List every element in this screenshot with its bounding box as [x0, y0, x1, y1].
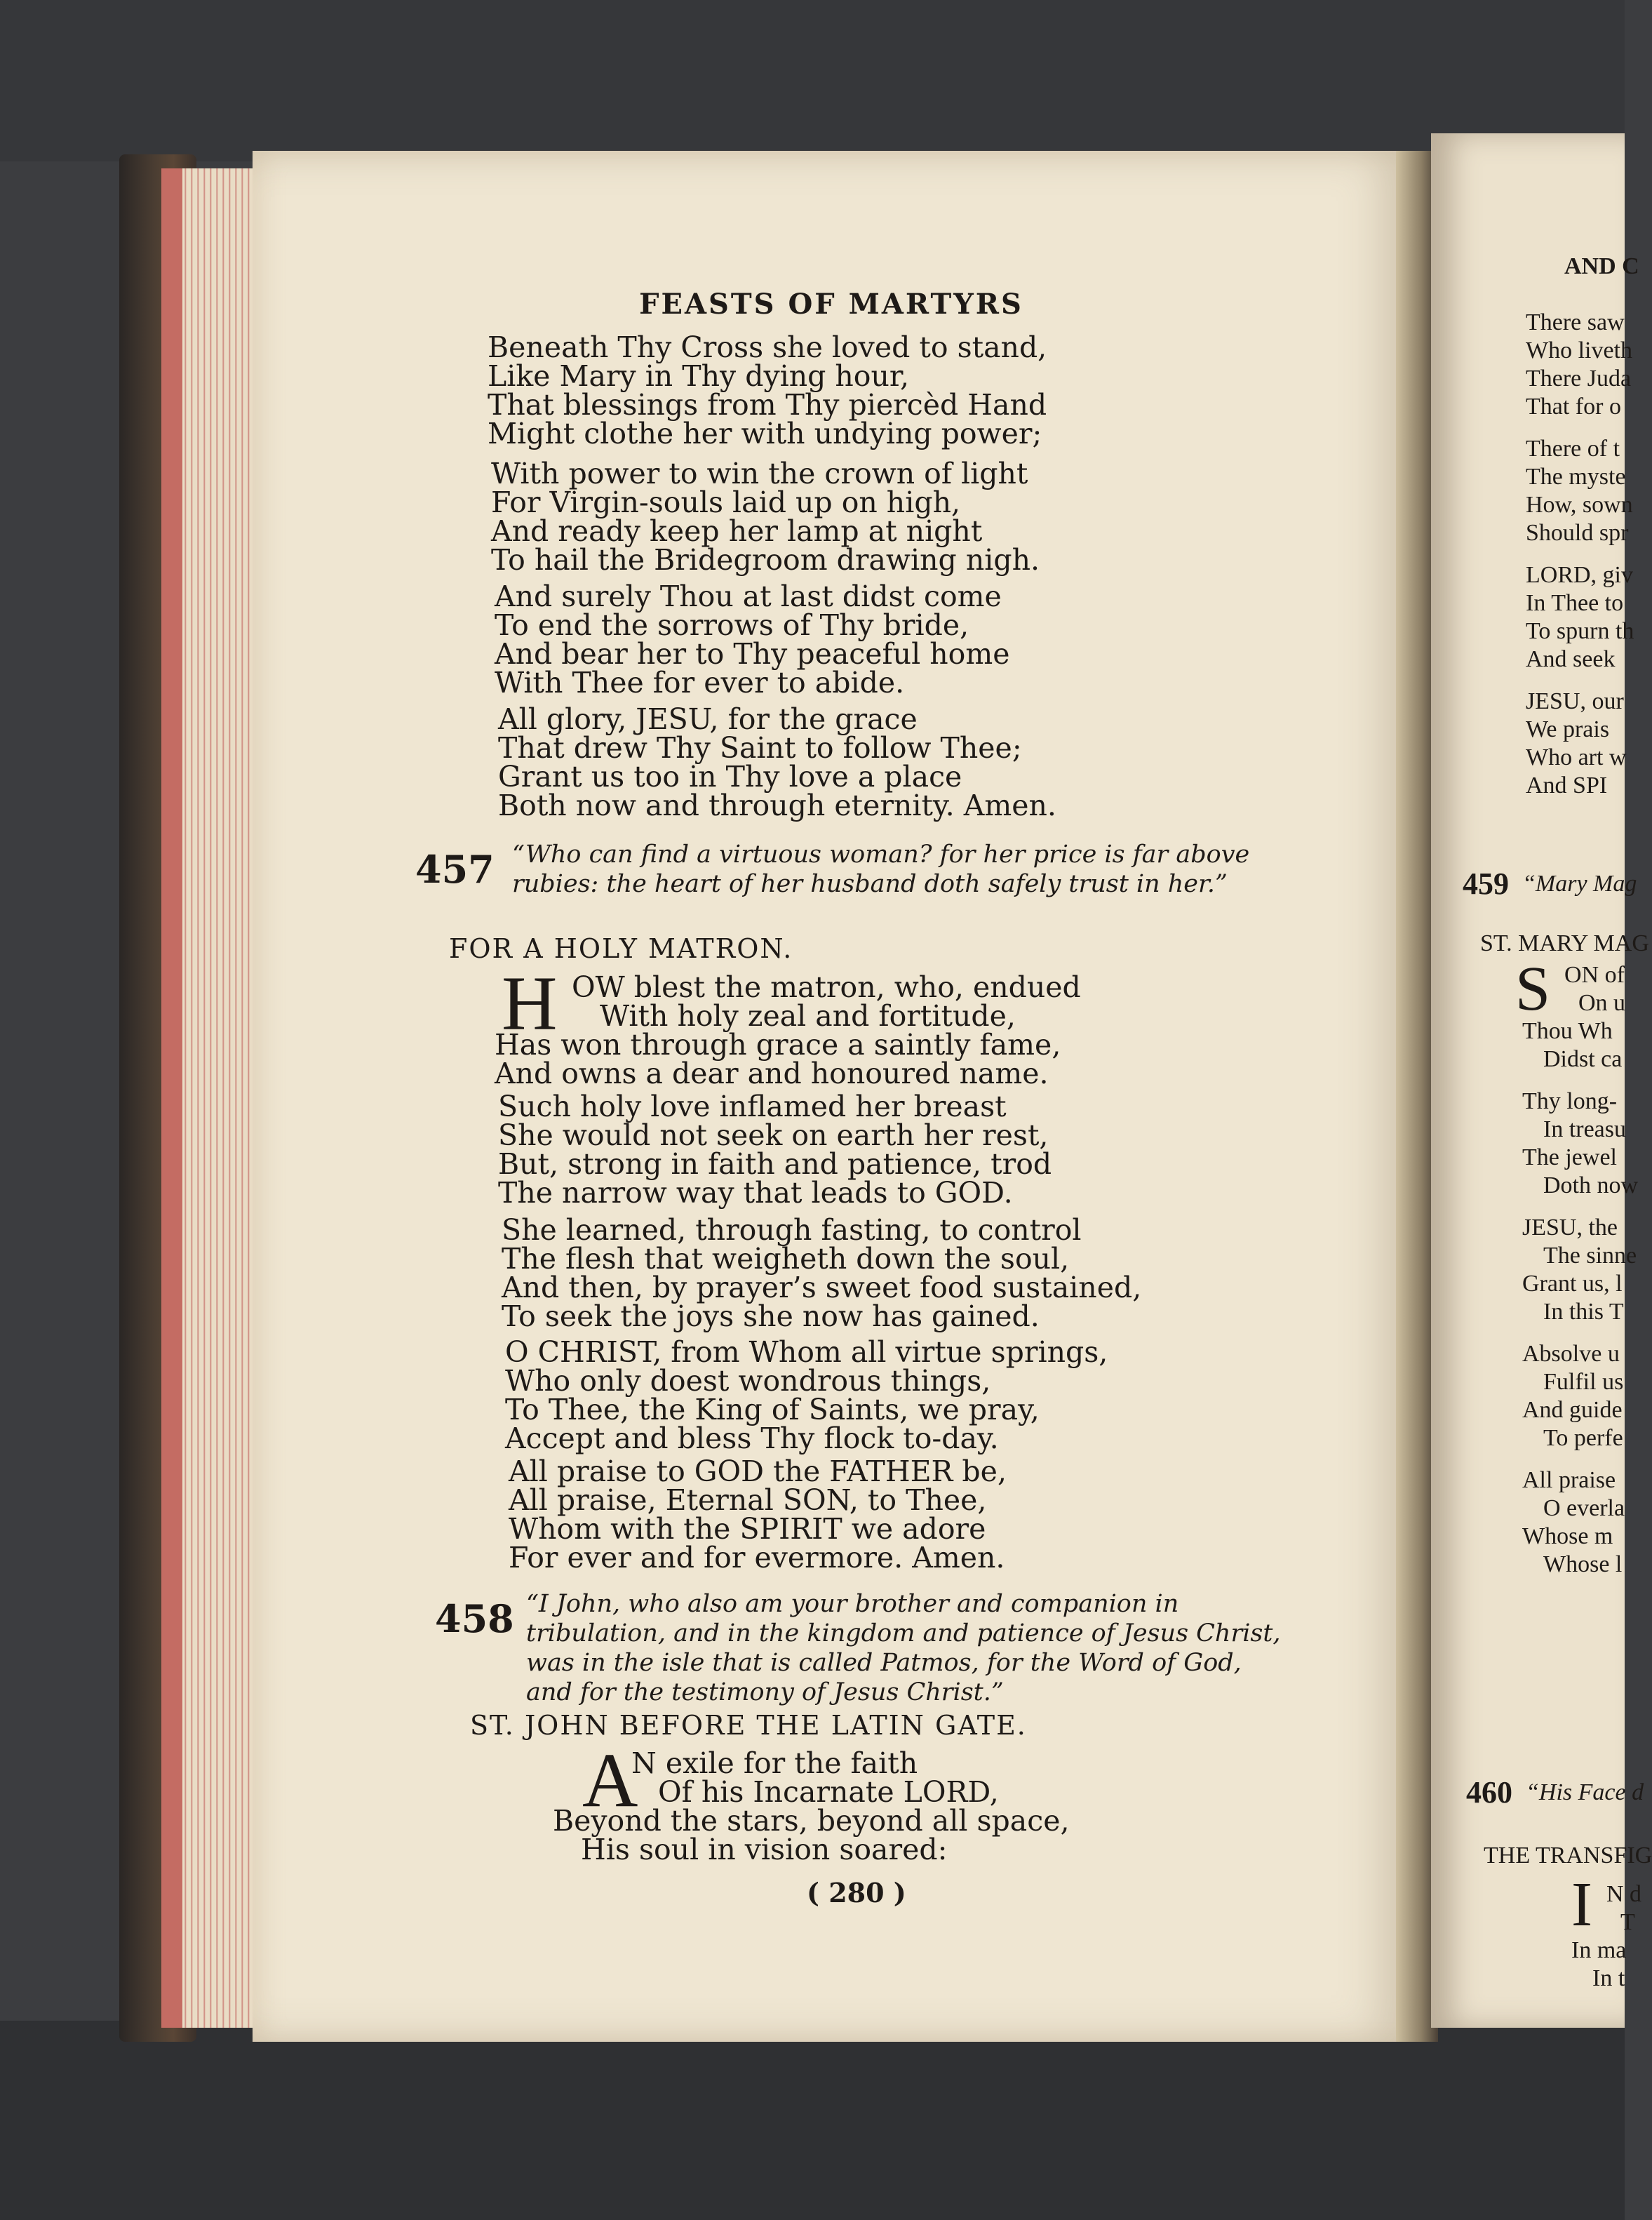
verse-line: The narrow way that leads to GOD.	[498, 1176, 1013, 1210]
verse-line: She learned, through fasting, to control	[502, 1213, 1082, 1247]
verse-line: To spurn th	[1526, 618, 1634, 644]
verse-line: With Thee for ever to abide.	[495, 666, 905, 700]
hymn-number: 459	[1463, 867, 1509, 901]
verse-line: And SPI	[1526, 773, 1608, 798]
verse-line: To Thee, the King of Saints, we pray,	[505, 1393, 1040, 1426]
verse-line: Accept and bless Thy flock to-day.	[505, 1422, 999, 1455]
hymn-number: 458	[435, 1596, 514, 1641]
verse-line: Whom with the SPIRIT we adore	[509, 1512, 986, 1546]
verse-line: But, strong in faith and patience, trod	[498, 1147, 1052, 1181]
verse-line: Who art w	[1526, 744, 1627, 770]
verse-line: How, sown	[1526, 492, 1633, 518]
verse-line: T	[1620, 1909, 1635, 1935]
verse-line: And guide	[1522, 1397, 1623, 1423]
verse-line: We prais	[1526, 716, 1610, 742]
verse-line: Absolve u	[1522, 1341, 1620, 1367]
hymn-number: 460	[1466, 1775, 1512, 1810]
verse-line: The flesh that weigheth down the soul,	[502, 1242, 1070, 1276]
verse-line: LORD, giv	[1526, 562, 1633, 588]
verse-line: And ready keep her lamp at night	[491, 514, 983, 548]
verse-line: In this T	[1543, 1299, 1624, 1325]
running-head: AND C	[1564, 253, 1639, 279]
verse-line: In treasu	[1543, 1116, 1627, 1142]
stanza	[505, 1335, 1108, 1455]
verse-line: With power to win the crown of light	[491, 457, 1028, 490]
verse-line: And owns a dear and honoured name.	[495, 1057, 1049, 1090]
background-top	[0, 0, 1625, 161]
verse-line: That drew Thy Saint to follow Thee;	[498, 731, 1022, 765]
verse-line: N exile for the faith	[631, 1746, 918, 1780]
verse-line: Beyond the stars, beyond all space,	[553, 1804, 1070, 1838]
verse-line: In ma	[1571, 1937, 1627, 1963]
verse-line: All glory, JESU, for the grace	[498, 702, 918, 736]
stanza	[498, 702, 1056, 822]
verse-line: And surely Thou at last didst come	[495, 580, 1002, 613]
verse-line: And bear her to Thy peaceful home	[495, 637, 1010, 671]
verse-line: Who only doest wondrous things,	[505, 1364, 991, 1398]
verse-line: Like Mary in Thy dying hour,	[488, 359, 910, 393]
verse-line: JESU, our	[1526, 688, 1624, 714]
verse-line: On u	[1578, 990, 1626, 1016]
verse-line: Thou Wh	[1522, 1018, 1613, 1044]
verse-line: O CHRIST, from Whom all virtue springs,	[505, 1335, 1108, 1369]
verse-line: Whose l	[1543, 1551, 1623, 1577]
verse-line: Both now and through eternity. Amen.	[498, 789, 1056, 822]
verse-line: And seek	[1526, 646, 1616, 672]
drop-cap: S	[1515, 954, 1551, 1024]
hymn-title: FOR A HOLY MATRON.	[449, 933, 793, 964]
verse-line: To hail the Bridegroom drawing nigh.	[491, 543, 1040, 577]
verse-line: Such holy love inflamed her breast	[498, 1090, 1007, 1123]
stanza	[1522, 961, 1638, 1579]
verse-line: There Juda	[1526, 366, 1632, 392]
verse-line: O everla	[1543, 1495, 1625, 1521]
verse-line: Thy long-	[1522, 1088, 1618, 1114]
stanza	[495, 970, 1081, 1090]
stanza	[1526, 309, 1634, 800]
verse-line: There of t	[1526, 436, 1620, 462]
verse-line: N d	[1606, 1881, 1642, 1907]
hymn-number: 457	[415, 847, 495, 892]
stanza	[498, 1092, 1052, 1208]
verse-line: Who liveth	[1526, 337, 1633, 363]
verse-line: In Thee to	[1526, 590, 1624, 616]
verse-line: The myste	[1526, 464, 1626, 490]
verse-line: Should spr	[1526, 520, 1629, 546]
verse-line: Grant us too in Thy love a place	[498, 760, 962, 794]
verse-line: In t	[1592, 1965, 1625, 1991]
verse-line: Of his Incarnate LORD,	[658, 1775, 999, 1809]
hymn-epigraph: “I John, who also am your brother and companion in tribulation, and in the kingdom and patience of Jesus Christ, was in the isle that is called Patmos, for the Word of God, and for the testimony of Jesus Christ.”	[526, 1590, 1281, 1706]
drop-cap: I	[1571, 1870, 1592, 1939]
hymn-epigraph: “His Face d	[1526, 1779, 1644, 1805]
stanza	[1571, 1880, 1641, 1993]
verse-line: All praise	[1522, 1467, 1616, 1493]
verse-line: The jewel	[1522, 1144, 1617, 1170]
verse-line: Whose m	[1522, 1523, 1613, 1549]
verse-line: ON of	[1564, 962, 1625, 988]
verse-line: For Virgin-souls laid up on high,	[491, 486, 961, 519]
verse-line: She would not seek on earth her rest,	[498, 1118, 1049, 1152]
drop-cap: H	[502, 961, 558, 1046]
verse-line: All praise to GOD the FATHER be,	[509, 1455, 1007, 1488]
background-bottom	[0, 2021, 1625, 2220]
drop-cap: A	[582, 1737, 638, 1823]
verse-line: Might clothe her with undying power;	[488, 417, 1042, 450]
stanza	[553, 1746, 1070, 1866]
stanza	[495, 580, 1010, 700]
hymn-title: ST. MARY MAG	[1480, 930, 1649, 956]
verse-line: His soul in vision soared:	[581, 1833, 948, 1866]
verse-line: The sinne	[1543, 1243, 1637, 1269]
verse-line: Fulfil us	[1543, 1369, 1624, 1395]
verse-line: With holy zeal and fortitude,	[600, 999, 1016, 1033]
verse-line: To seek the joys she now has gained.	[502, 1299, 1040, 1333]
verse-line: Has won through grace a saintly fame,	[495, 1028, 1061, 1062]
verse-line: Didst ca	[1543, 1046, 1623, 1072]
hymn-epigraph: “Mary Mag	[1522, 871, 1637, 897]
stanza	[509, 1457, 1007, 1572]
stanza	[502, 1213, 1142, 1333]
hymn-epigraph: “Who can find a virtuous woman? for her price is far above rubies: the heart of her husband doth safely trust in her.”	[512, 841, 1250, 898]
running-head: FEASTS OF MARTYRS	[639, 288, 1023, 321]
verse-line: For ever and for evermore. Amen.	[509, 1541, 1005, 1574]
verse-line: Grant us, l	[1522, 1271, 1623, 1297]
verse-line: To perfe	[1543, 1425, 1623, 1451]
left-page	[253, 151, 1410, 2042]
verse-line: OW blest the matron, who, endued	[572, 970, 1081, 1004]
hymn-title: THE TRANSFIG	[1484, 1843, 1652, 1868]
verse-line: And then, by prayer’s sweet food sustained,	[502, 1271, 1142, 1304]
right-page	[1431, 133, 1652, 2028]
stanza	[491, 457, 1040, 577]
stanza	[488, 330, 1047, 450]
hymn-title: ST. JOHN BEFORE THE LATIN GATE.	[470, 1710, 1027, 1741]
verse-line: To end the sorrows of Thy bride,	[495, 608, 969, 642]
verse-line: Beneath Thy Cross she loved to stand,	[488, 330, 1047, 364]
page-number: ( 280 )	[807, 1877, 906, 1908]
verse-line: All praise, Eternal SON, to Thee,	[509, 1483, 987, 1517]
verse-line: Doth now	[1543, 1172, 1639, 1198]
verse-line: That blessings from Thy piercèd Hand	[488, 388, 1047, 422]
verse-line: There saw	[1526, 309, 1625, 335]
verse-line: JESU, the	[1522, 1215, 1618, 1241]
verse-line: That for o	[1526, 394, 1621, 420]
